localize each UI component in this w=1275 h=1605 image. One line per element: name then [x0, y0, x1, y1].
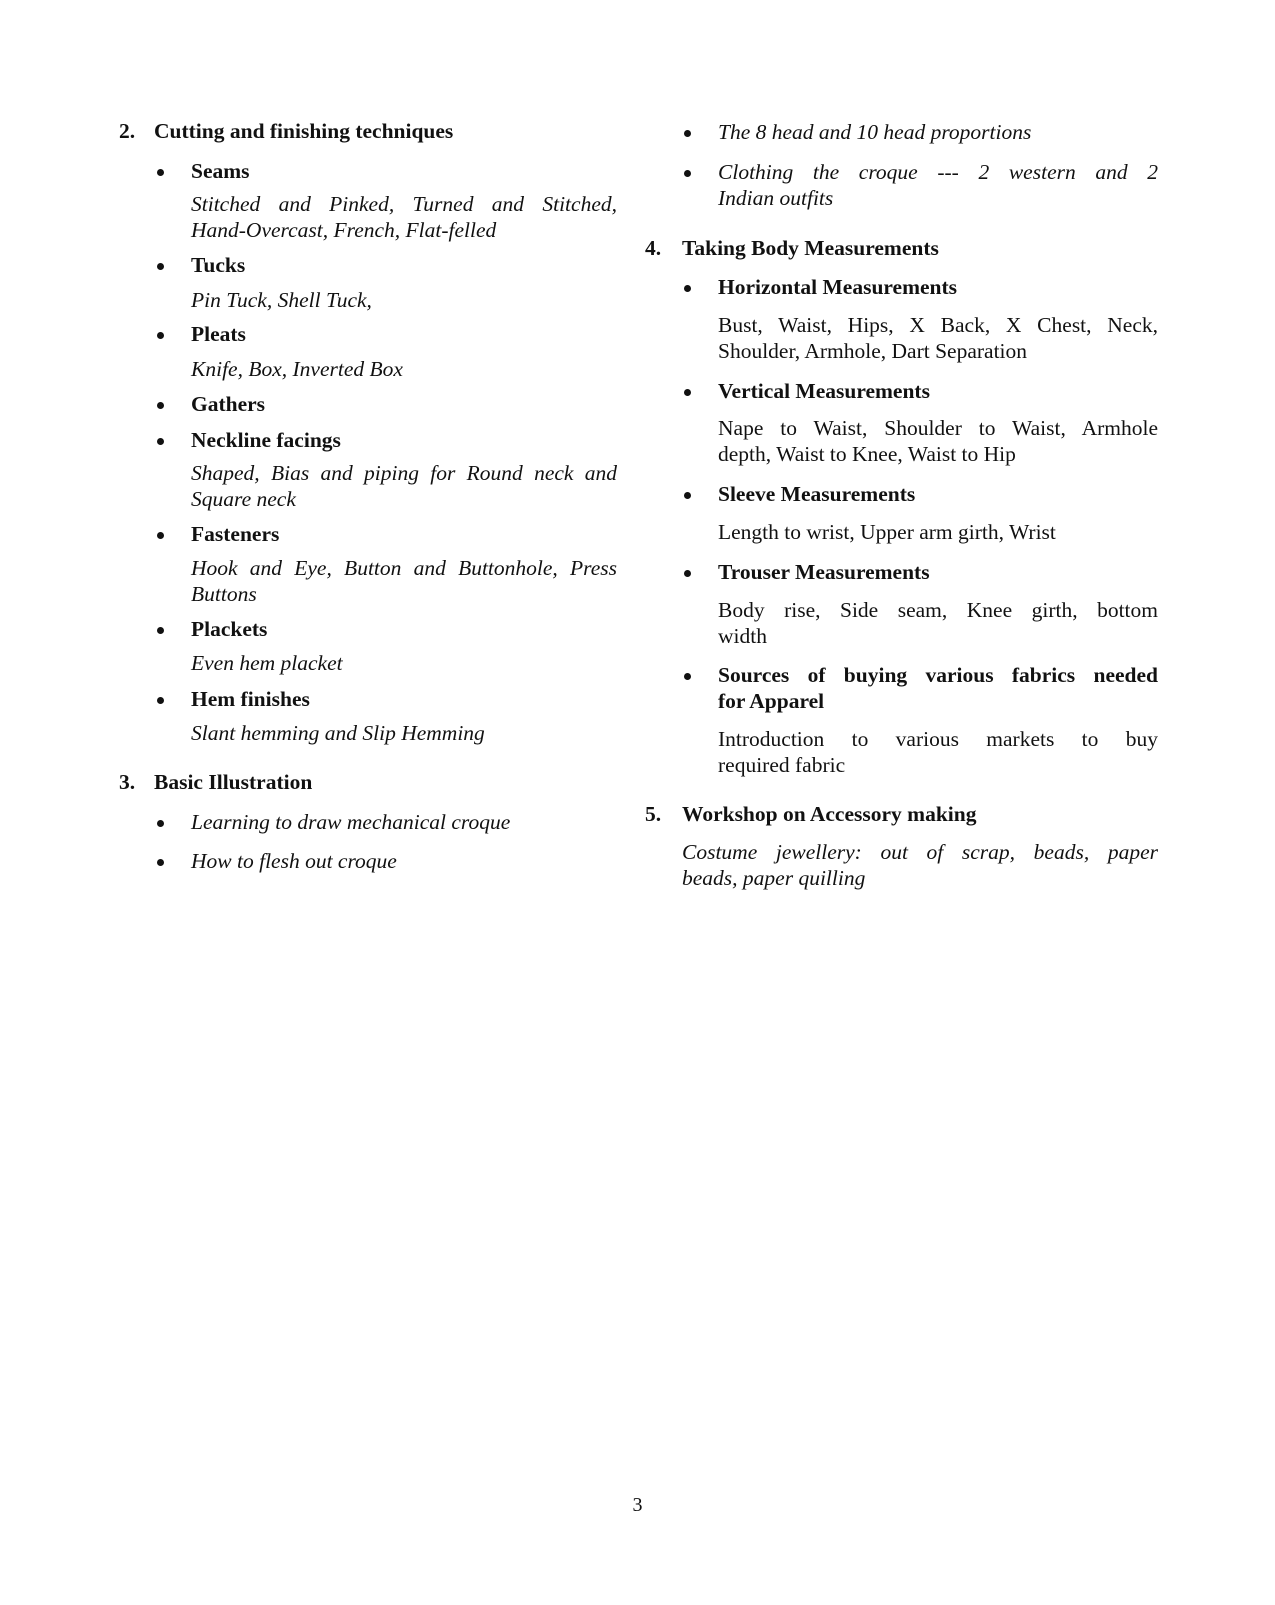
bullet-icon: [157, 697, 164, 704]
bullet-icon: [157, 859, 164, 866]
bullet-icon: [684, 570, 691, 577]
item-desc: Knife, Box, Inverted Box: [191, 357, 403, 381]
item-desc: [191, 191, 617, 243]
item-title: Hem finishes: [191, 687, 310, 711]
item-title: Plackets: [191, 617, 268, 641]
section-heading: Workshop on Accessory making: [682, 802, 977, 826]
item-title: [718, 662, 1158, 714]
item-desc-line: Body rise, Side seam, Knee girth, bottom: [718, 598, 1158, 622]
section-heading: Taking Body Measurements: [682, 236, 939, 260]
item-desc: [191, 555, 617, 607]
item-desc: Even hem placket: [191, 651, 343, 675]
bullet-icon: [157, 402, 164, 409]
page-number: 3: [632, 1494, 643, 1516]
list-item: Learning to draw mechanical croque: [191, 810, 511, 834]
item-title-line: Sources of buying various fabrics needed: [718, 663, 1158, 687]
bullet-icon: [157, 532, 164, 539]
item-desc-line: Shoulder, Armhole, Dart Separation: [718, 339, 1028, 363]
item-desc: Pin Tuck, Shell Tuck,: [191, 288, 372, 312]
section-number: 5.: [645, 802, 662, 826]
bullet-icon: [157, 438, 164, 445]
item-title: Vertical Measurements: [718, 379, 930, 403]
item-desc-line: width: [718, 624, 767, 648]
bullet-icon: [157, 169, 164, 176]
item-desc-line: depth, Waist to Knee, Waist to Hip: [718, 442, 1016, 466]
list-item-line: Clothing the croque --- 2 western and 2: [718, 160, 1158, 184]
item-title: Sleeve Measurements: [718, 482, 916, 506]
section-desc-line: Costume jewellery: out of scrap, beads, paper: [682, 840, 1158, 864]
item-title: Trouser Measurements: [718, 560, 930, 584]
section-number: 2.: [119, 119, 136, 143]
bullet-icon: [684, 130, 691, 137]
item-desc-line: Buttons: [191, 582, 257, 606]
item-title: Pleats: [191, 322, 246, 346]
bullet-icon: [157, 263, 164, 270]
item-desc-line: Square neck: [191, 487, 296, 511]
bullet-icon: [157, 820, 164, 827]
item-desc: [718, 415, 1158, 467]
bullet-icon: [684, 492, 691, 499]
section-number: 3.: [119, 770, 136, 794]
item-title: Neckline facings: [191, 428, 341, 452]
list-item: How to flesh out croque: [191, 849, 397, 873]
list-item: [718, 159, 1158, 211]
item-desc-line: Stitched and Pinked, Turned and Stitched,: [191, 192, 617, 216]
item-desc-line: Bust, Waist, Hips, X Back, X Chest, Neck,: [718, 313, 1158, 337]
section-desc-line: beads, paper quilling: [682, 866, 866, 890]
item-title: Horizontal Measurements: [718, 275, 958, 299]
item-desc-line: Hook and Eye, Button and Buttonhole, Press: [191, 556, 617, 580]
item-title: Tucks: [191, 253, 246, 277]
item-title: Gathers: [191, 392, 266, 416]
item-desc: [718, 312, 1158, 364]
section-heading: Cutting and finishing techniques: [154, 119, 454, 143]
bullet-icon: [684, 389, 691, 396]
bullet-icon: [684, 673, 691, 680]
item-desc-line: Nape to Waist, Shoulder to Waist, Armhole: [718, 416, 1158, 440]
item-desc-line: Hand-Overcast, French, Flat-felled: [191, 218, 497, 242]
item-desc-line: Shaped, Bias and piping for Round neck and: [191, 461, 617, 485]
bullet-icon: [684, 170, 691, 177]
item-desc: Slant hemming and Slip Hemming: [191, 721, 485, 745]
item-desc: [718, 726, 1158, 778]
section-desc: [682, 839, 1158, 891]
item-desc: Length to wrist, Upper arm girth, Wrist: [718, 520, 1056, 544]
item-desc-line: Introduction to various markets to buy: [718, 727, 1158, 751]
bullet-icon: [684, 285, 691, 292]
list-item: The 8 head and 10 head proportions: [718, 120, 1032, 144]
section-heading: Basic Illustration: [154, 770, 313, 794]
item-desc: [191, 460, 617, 512]
item-title-line: for Apparel: [718, 689, 825, 713]
item-desc: [718, 597, 1158, 649]
item-title: Fasteners: [191, 522, 280, 546]
bullet-icon: [157, 332, 164, 339]
item-desc-line: required fabric: [718, 753, 846, 777]
bullet-icon: [157, 627, 164, 634]
list-item-line: Indian outfits: [718, 186, 834, 210]
item-title: Seams: [191, 159, 250, 183]
section-number: 4.: [645, 236, 662, 260]
